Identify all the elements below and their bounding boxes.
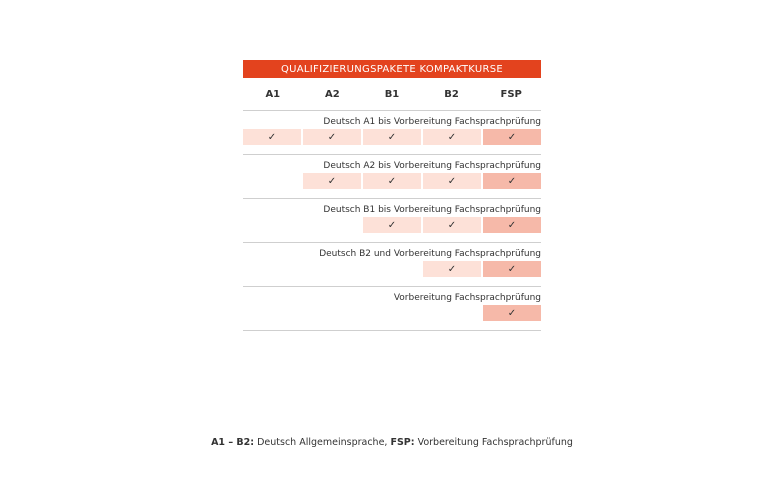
check-cell (483, 217, 541, 233)
check-cell (363, 129, 421, 145)
checkmark-icon: ✓ (507, 307, 517, 319)
table-title: QUALIFIZIERUNGSPAKETE KOMPAKTKURSE (243, 60, 541, 78)
check-cell (423, 129, 481, 145)
checkmark-icon: ✓ (507, 219, 517, 231)
footnote (0, 437, 784, 448)
check-cell (303, 173, 361, 189)
empty-cell (303, 261, 361, 277)
check-cell (363, 173, 421, 189)
empty-cell (243, 217, 301, 233)
column-header-b1: B1 (384, 88, 400, 100)
package-cells (243, 261, 541, 277)
check-cell (243, 129, 301, 145)
column-header-b2: B2 (444, 88, 459, 100)
check-cell (423, 173, 481, 189)
check-cell (303, 129, 361, 145)
check-cell (483, 305, 541, 321)
checkmark-icon: ✓ (447, 219, 457, 231)
checkmark-icon: ✓ (507, 263, 517, 275)
package-row (243, 199, 541, 243)
package-row (243, 243, 541, 287)
column-header-fsp: FSP (500, 88, 522, 100)
empty-cell (363, 305, 421, 321)
package-cells (243, 217, 541, 233)
qualification-table (243, 60, 541, 331)
package-row (243, 111, 541, 155)
check-cell (423, 217, 481, 233)
checkmark-icon: ✓ (327, 175, 337, 187)
empty-cell (243, 261, 301, 277)
package-label: Deutsch A1 bis Vorbereitung Fachsprachprüfung (323, 117, 541, 127)
check-cell (483, 173, 541, 189)
empty-cell (423, 305, 481, 321)
checkmark-icon: ✓ (507, 175, 517, 187)
package-cells (243, 129, 541, 145)
package-label: Deutsch B2 und Vorbereitung Fachsprachprüfung (319, 249, 541, 259)
checkmark-icon: ✓ (387, 175, 397, 187)
column-header-a2: A2 (325, 88, 340, 100)
footnote-abbr-fsp: FSP: (390, 437, 415, 448)
footnote-text-levels: Deutsch Allgemeinsprache, (254, 437, 391, 448)
checkmark-icon: ✓ (387, 131, 397, 143)
checkmark-icon: ✓ (447, 263, 457, 275)
empty-cell (243, 173, 301, 189)
checkmark-icon: ✓ (507, 131, 517, 143)
checkmark-icon: ✓ (447, 175, 457, 187)
footnote-text-fsp: Vorbereitung Fachsprachprüfung (414, 437, 573, 448)
empty-cell (243, 305, 301, 321)
column-header-row (243, 78, 541, 111)
package-cells (243, 173, 541, 189)
check-cell (483, 129, 541, 145)
empty-cell (303, 217, 361, 233)
checkmark-icon: ✓ (447, 131, 457, 143)
check-cell (363, 217, 421, 233)
package-row (243, 155, 541, 199)
column-header-a1: A1 (265, 88, 281, 100)
package-label: Deutsch A2 bis Vorbereitung Fachsprachprüfung (323, 161, 541, 171)
check-cell (483, 261, 541, 277)
package-label: Deutsch B1 bis Vorbereitung Fachsprachprüfung (323, 205, 541, 215)
package-row (243, 287, 541, 331)
checkmark-icon: ✓ (327, 131, 337, 143)
package-list (243, 111, 541, 331)
check-cell (423, 261, 481, 277)
checkmark-icon: ✓ (387, 219, 397, 231)
checkmark-icon: ✓ (267, 131, 277, 143)
package-cells (243, 305, 541, 321)
empty-cell (363, 261, 421, 277)
footnote-abbr-levels: A1 – B2: (211, 437, 255, 448)
empty-cell (303, 305, 361, 321)
package-label: Vorbereitung Fachsprachprüfung (393, 293, 541, 303)
